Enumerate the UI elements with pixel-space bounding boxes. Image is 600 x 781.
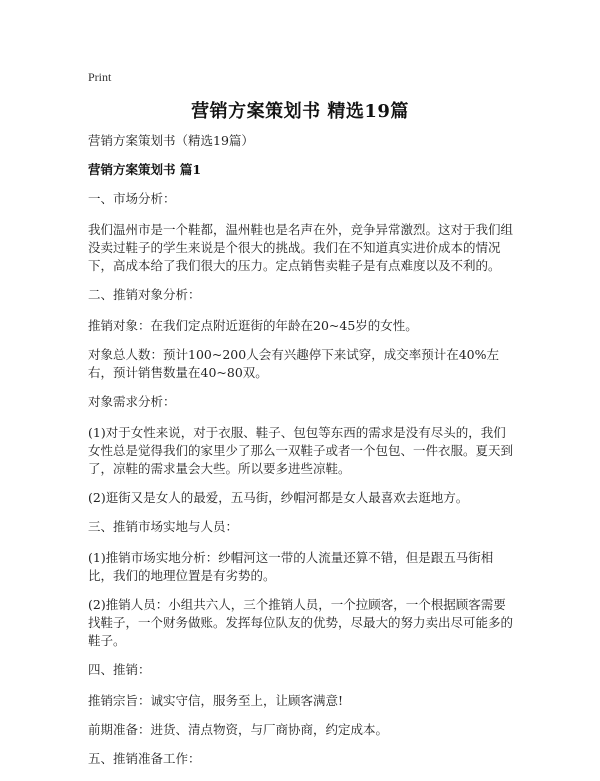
heading-promotion: 四、推销： <box>88 662 151 677</box>
heading-prep-work: 五、推销准备工作： <box>88 751 201 766</box>
section-title: 营销方案策划书 篇1 <box>88 162 202 177</box>
paragraph-staff: (2)推销人员：小组共六人，三个推销人员，一个拉顾客，一个根据顾客需要找鞋子，一个财务做账。发挥每位队友的优势，尽最大的努力卖出尽可能多的鞋子。 <box>88 597 514 648</box>
paragraph-preparation: 前期准备：进货、清点物资，与厂商协商，约定成本。 <box>88 722 389 737</box>
heading-market-staff: 三、推销市场实地与人员： <box>88 519 239 534</box>
paragraph-demand-2: (2)逛街又是女人的最爱，五马街，纱帽河都是女人最喜欢去逛地方。 <box>88 490 469 505</box>
paragraph-target-count: 对象总人数：预计100~200人会有兴趣停下来试穿，成交率预计在40%左右，预计销售数量在40~80双。 <box>88 347 499 380</box>
paragraph-promotion-aim: 推销宗旨：诚实守信，服务至上，让顾客满意! <box>88 693 344 708</box>
print-link[interactable]: Print <box>88 70 112 84</box>
paragraph-target: 推销对象：在我们定点附近逛街的年龄在20~45岁的女性。 <box>88 318 418 333</box>
subtitle-paragraph: 营销方案策划书（精选19篇） <box>88 133 254 148</box>
paragraph-market-site: (1)推销市场实地分析：纱帽河这一带的人流量还算不错，但是跟五马街相比，我们的地理位置是有劣势的。 <box>88 550 494 583</box>
page-title: 营销方案策划书 精选19篇 <box>191 101 409 122</box>
heading-market-analysis: 一、市场分析： <box>88 191 176 206</box>
heading-target-analysis: 二、推销对象分析： <box>88 287 201 302</box>
document-body <box>88 132 516 781</box>
paragraph-demand-1: (1)对于女性来说，对于衣服、鞋子、包包等东西的需求是没有尽头的，我们女性总是觉得我们的家里少了那么一双鞋子或者一个包包、一件衣服。夏天到了，凉鞋的需求量会大些。所以要多进些凉鞋。 <box>88 425 514 476</box>
heading-demand-analysis: 对象需求分析： <box>88 394 176 409</box>
paragraph-market-analysis: 我们温州市是一个鞋都，温州鞋也是名声在外，竞争异常激烈。这对于我们组没卖过鞋子的学生来说是个很大的挑战。我们在不知道真实进价成本的情况下，高成本给了我们很大的压力。定点销售卖鞋子是有点难度以及不利的。 <box>88 222 514 273</box>
